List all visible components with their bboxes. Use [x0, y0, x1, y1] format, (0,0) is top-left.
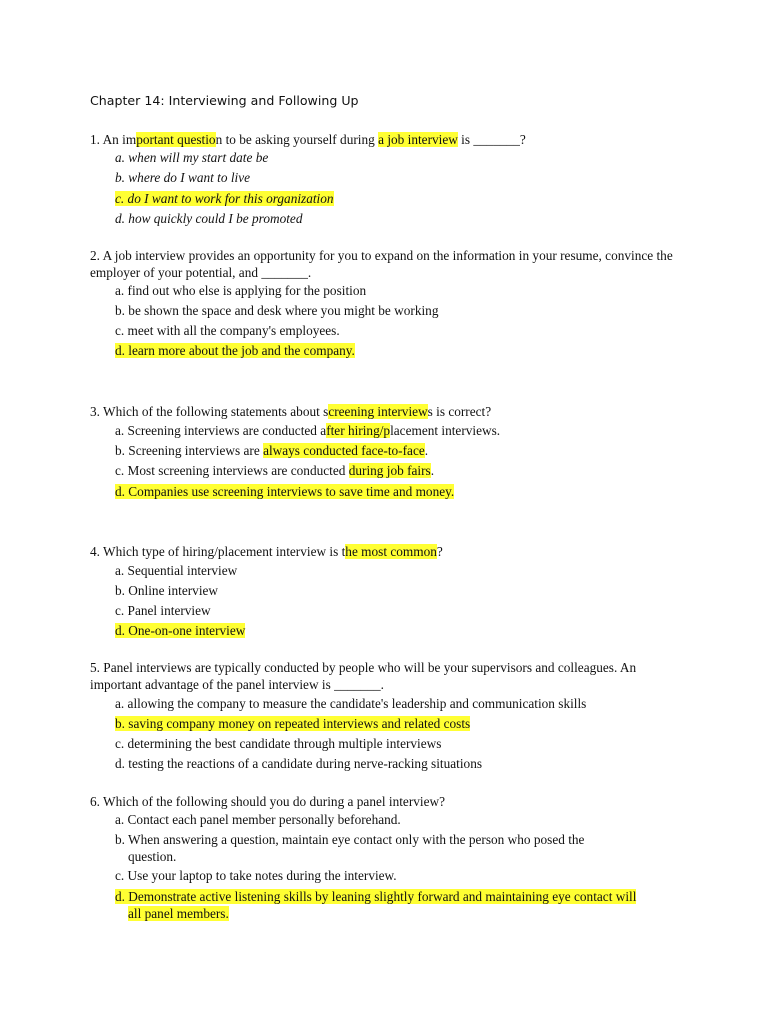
question-4-highlight: he most common — [345, 544, 437, 559]
question-3-option-a-end: lacement interviews. — [390, 423, 501, 438]
question-1-highlight-2: a job interview — [378, 132, 458, 147]
question-5-option-d: d. testing the reactions of a candidate during nerve-racking situations — [115, 756, 483, 771]
question-6: 6. Which of the following should you do during a panel interview? — [90, 794, 446, 809]
question-1-option-d: d. how quickly could I be promoted — [115, 211, 303, 226]
question-1-text-start: 1. An im — [90, 132, 137, 147]
question-4-text-end: ? — [436, 544, 443, 559]
question-1-text-middle: n to be asking yourself during — [215, 132, 379, 147]
question-2-answer-highlight: d. learn more about the job and the company. — [115, 343, 355, 358]
question-3-option-b-end: . — [424, 443, 429, 458]
question-3-option-b-start: b. Screening interviews are — [115, 443, 264, 458]
question-1-option-b: b. where do I want to live — [115, 170, 251, 185]
question-5-option-c: c. determining the best candidate through multiple interviews — [115, 736, 442, 751]
question-6-option-c: c. Use your laptop to take notes during the interview. — [115, 868, 397, 883]
question-6-answer-highlight: d. Demonstrate active listening skills by leaning slightly forward and maintaining eye contact will all panel members. — [115, 889, 637, 921]
question-3-option-a-highlight: fter hiring/p — [326, 423, 391, 438]
question-3-option-c — [115, 462, 434, 479]
question-5: 5. Panel interviews are typically conducted by people who will be your supervisors and colleagues. An important advantage of the panel interview is _______. — [90, 660, 637, 692]
question-3-option-a-start: a. Screening interviews are conducted a — [115, 423, 327, 438]
question-1 — [90, 131, 690, 148]
question-5-option-a: a. allowing the company to measure the candidate's leadership and communication skills — [115, 696, 587, 711]
question-3-text-end: s is correct? — [427, 404, 492, 419]
question-4-option-b: b. Online interview — [115, 583, 219, 598]
question-4-text-start: 4. Which type of hiring/placement interview is t — [90, 544, 346, 559]
question-1-text-end: is _______? — [457, 132, 526, 147]
chapter-title: Chapter 14: Interviewing and Following Up — [90, 93, 359, 108]
question-3-option-a — [115, 422, 500, 439]
question-1-option-a: a. when will my start date be — [115, 150, 269, 165]
question-1-answer-highlight: c. do I want to work for this organization — [115, 191, 334, 206]
question-2-option-a: a. find out who else is applying for the position — [115, 283, 367, 298]
question-3-option-b — [115, 442, 428, 459]
question-5-answer-highlight: b. saving company money on repeated interviews and related costs — [115, 716, 471, 731]
question-3-text-start: 3. Which of the following statements about s — [90, 404, 329, 419]
question-3-answer-highlight: d. Companies use screening interviews to save time and money. — [115, 484, 455, 499]
question-2-option-d — [115, 342, 355, 359]
question-6-option-d — [115, 888, 648, 922]
question-1-highlight-1: portant questio — [136, 132, 216, 147]
question-4-option-a: a. Sequential interview — [115, 563, 238, 578]
question-1-option-c — [115, 190, 334, 207]
question-3-option-c-highlight: during job fairs — [348, 463, 431, 478]
question-6-option-b: b. When answering a question, maintain eye contact only with the person who posed the question. — [115, 832, 585, 864]
question-4 — [90, 543, 690, 560]
question-2-option-c: c. meet with all the company's employees. — [115, 323, 340, 338]
question-4-option-d — [115, 622, 245, 639]
question-4-answer-highlight: d. One-on-one interview — [115, 623, 246, 638]
question-3-highlight: creening interview — [328, 404, 428, 419]
question-3-option-b-highlight: always conducted face-to-face — [263, 443, 425, 458]
question-3-option-c-end: . — [430, 463, 435, 478]
question-5-option-b — [115, 715, 470, 732]
question-4-option-c: c. Panel interview — [115, 603, 211, 618]
question-3-option-c-start: c. Most screening interviews are conducted — [115, 463, 349, 478]
question-3 — [90, 403, 690, 420]
question-2: 2. A job interview provides an opportunity for you to expand on the information in your resume, convince the employer of your potential, and _______. — [90, 248, 673, 280]
question-6-option-a: a. Contact each panel member personally beforehand. — [115, 812, 401, 827]
question-3-option-d — [115, 483, 454, 500]
question-2-option-b: b. be shown the space and desk where you might be working — [115, 303, 439, 318]
